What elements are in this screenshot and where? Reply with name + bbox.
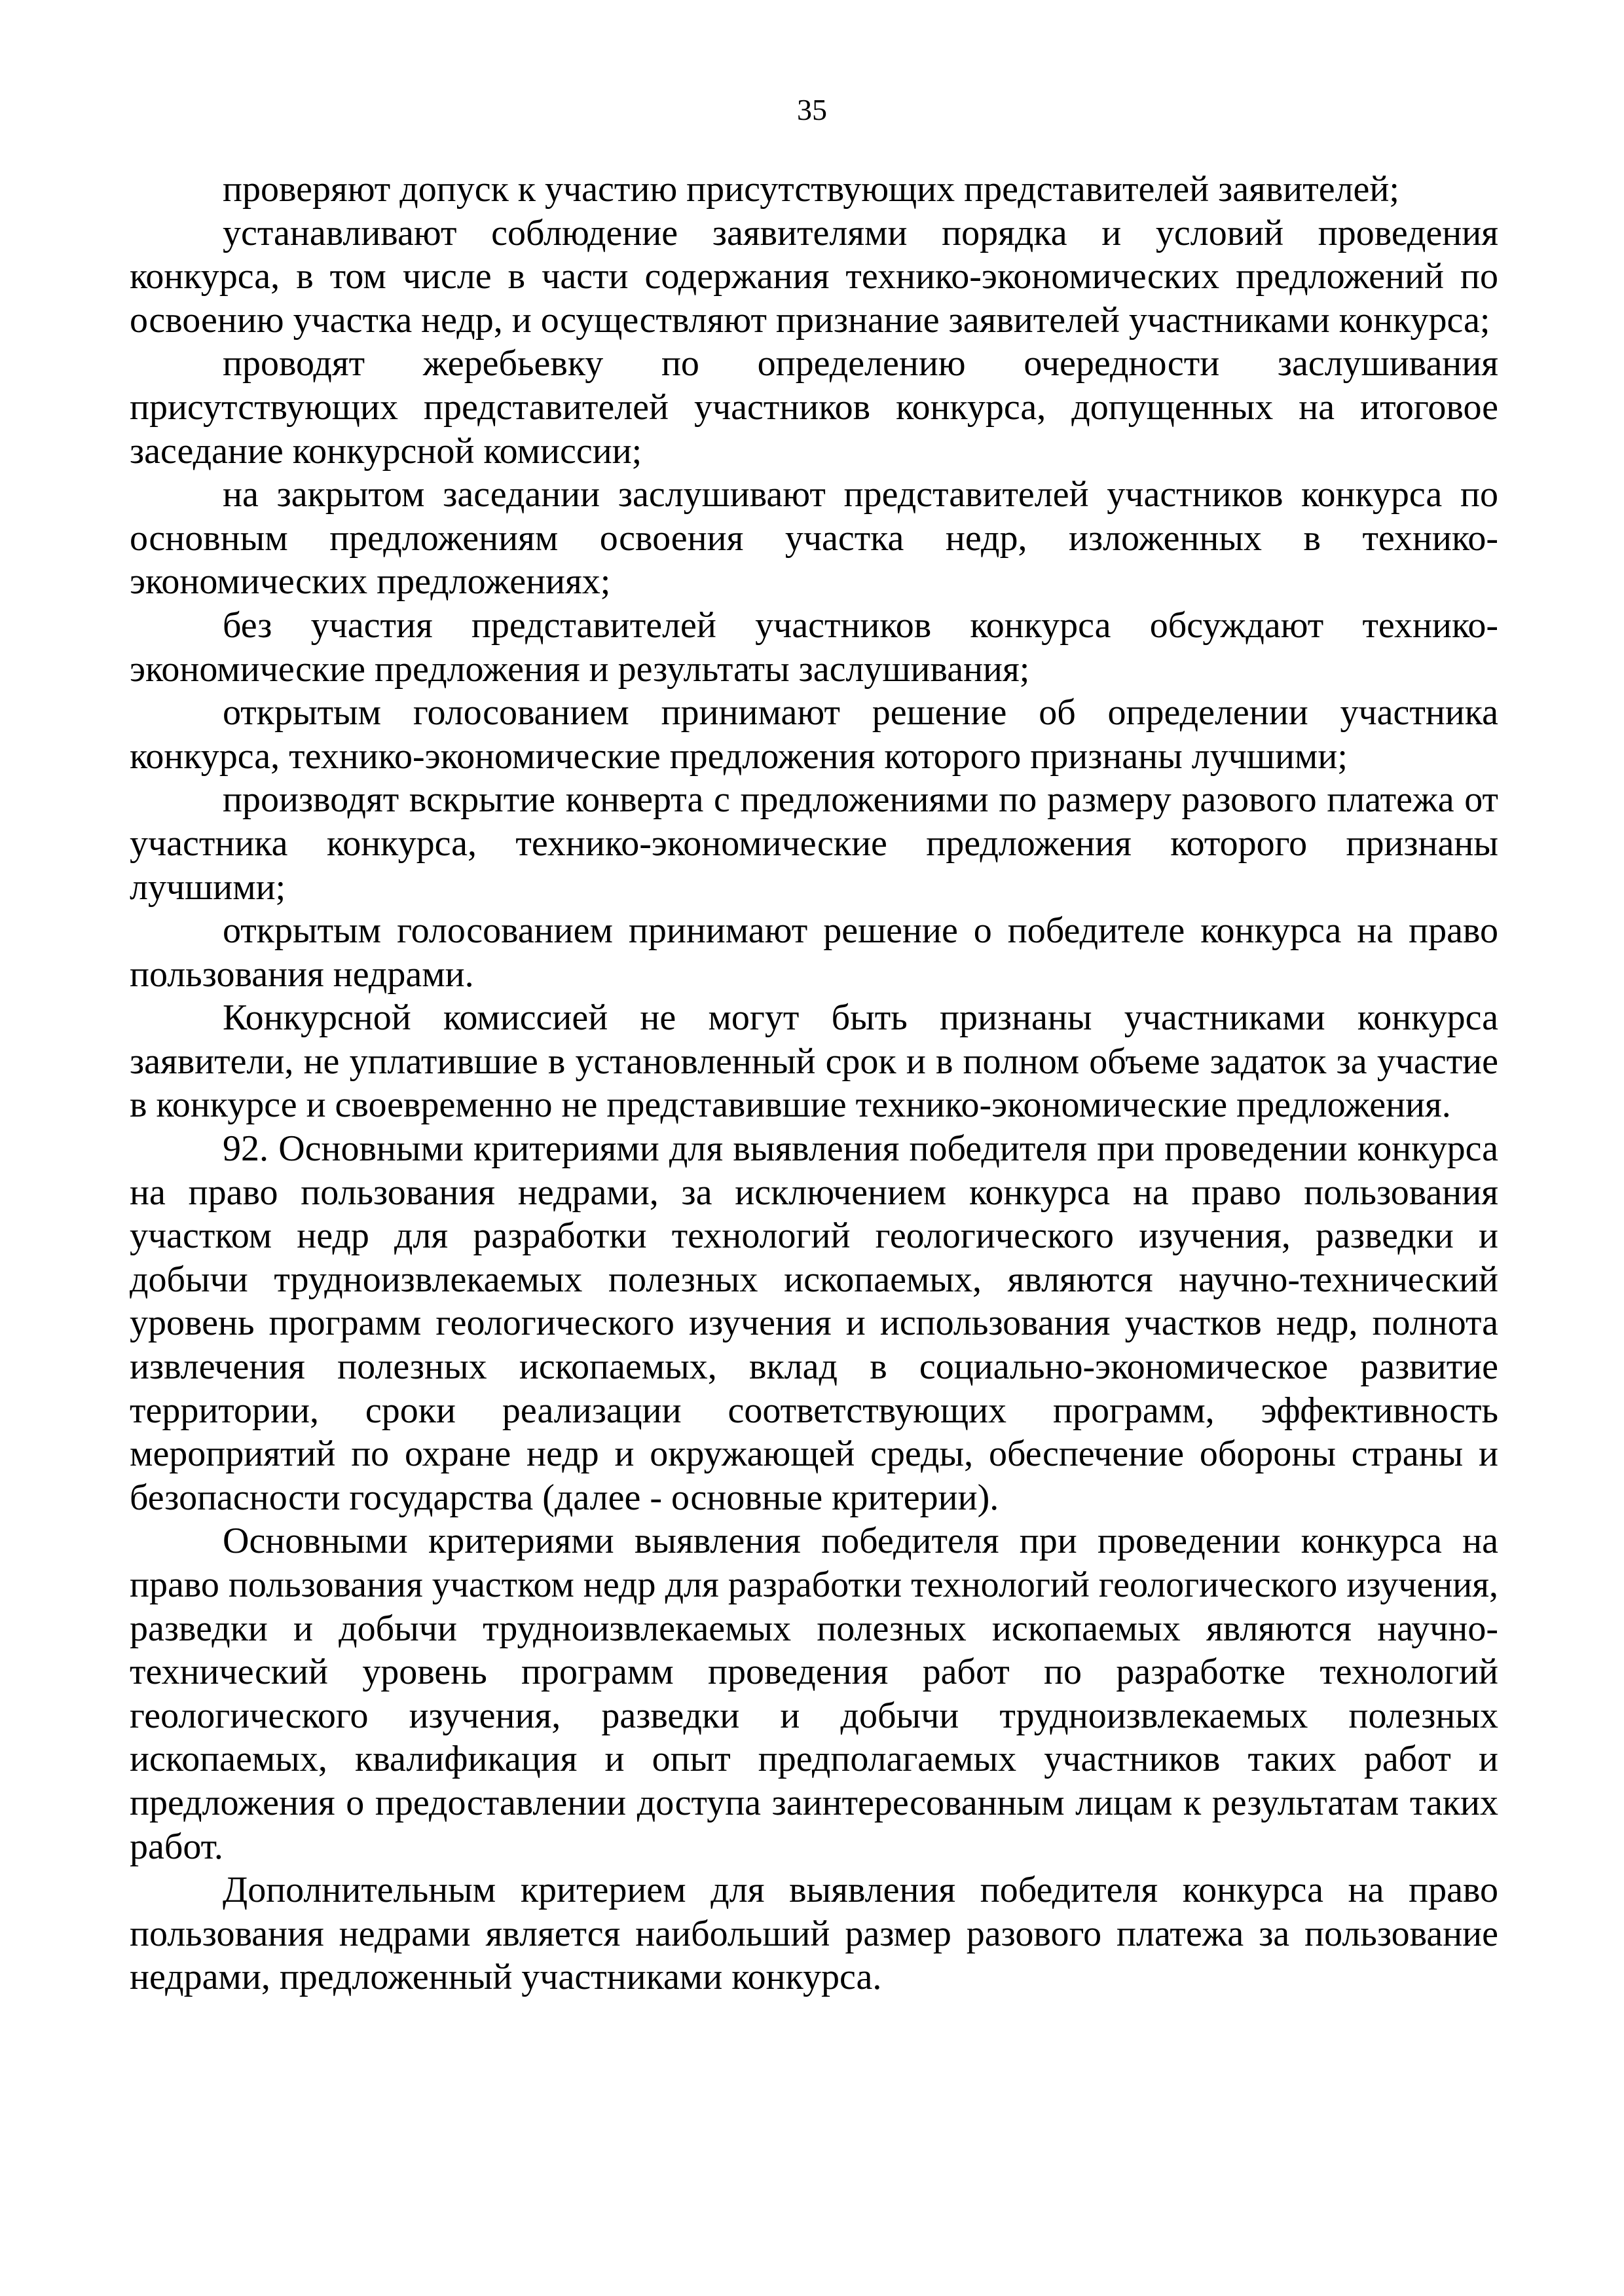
paragraph-open-vote-winner: открытым голосованием принимают решение о победителе конкурса на право пользования недрами. <box>130 910 1498 995</box>
paragraph-envelope-opening: производят вскрытие конверта с предложениями по размеру разового платежа от участника конкурса, технико-экономические предложения которого признаны лучшими; <box>130 779 1498 908</box>
paragraph-ineligible-applicants: Конкурсной комиссией не могут быть признаны участниками конкурса заявители, не уплатившие в установленный срок и в полном объеме задаток за участие в конкурсе и своевременно не представившие технико-экономические предложения. <box>130 997 1498 1126</box>
paragraph-compliance-check: устанавливают соблюдение заявителями порядка и условий проведения конкурса, в том числе в части содержания технико-экономических предложений по освоению участка недр, и осуществляют признание заявителей участниками конкурса; <box>130 212 1498 341</box>
paragraph-lottery: проводят жеребьевку по определению очередности заслушивания присутствующих представителей участников конкурса, допущенных на итоговое заседание конкурсной комиссии; <box>130 343 1498 472</box>
document-body <box>130 168 1498 1999</box>
paragraph-admission-check: проверяют допуск к участию присутствующих представителей заявителей; <box>223 169 1399 210</box>
paragraph-discussion: без участия представителей участников конкурса обсуждают технико-экономические предложения и результаты заслушивания; <box>130 604 1498 690</box>
paragraph-additional-criterion: Дополнительным критерием для выявления победителя конкурса на право пользования недрами является наибольший размер разового платежа за пользование недрами, предложенный участниками конкурса. <box>130 1870 1498 1998</box>
paragraph-main-criteria-special: Основными критериями выявления победителя при проведении конкурса на право пользования участком недр для разработки технологий геологического изучения, разведки и добычи трудноизвлекаемых полезных ископаемых являются научно-технический уровень программ проведения работ по разработке технологий геологического изучения, разведки и добычи трудноизвлекаемых полезных ископаемых, квалификация и опыт предполагаемых участников таких работ и предложения о предоставлении доступа заинтересованным лицам к результатам таких работ. <box>130 1521 1498 1867</box>
paragraph-open-vote-best: открытым голосованием принимают решение об определении участника конкурса, технико-экономические предложения которого признаны лучшими; <box>130 692 1498 777</box>
paragraph-clause-92: 92. Основными критериями для выявления победителя при проведении конкурса на право пользования недрами, за исключением конкурса на право пользования участком недр для разработки технологий геологического изучения, разведки и добычи трудноизвлекаемых полезных ископаемых, являются научно-технический уровень программ геологического изучения и использования участков недр, полнота извлечения полезных ископаемых, вклад в социально-экономическое развитие территории, сроки реализации соответствующих программ, эффективность мероприятий по охране недр и окружающей среды, обеспечение обороны страны и безопасности государства (далее - основные критерии). <box>130 1128 1498 1518</box>
page-number: 35 <box>797 93 827 126</box>
paragraph-closed-session: на закрытом заседании заслушивают представителей участников конкурса по основным предложениям освоения участка недр, изложенных в технико-экономических предложениях; <box>130 474 1498 602</box>
